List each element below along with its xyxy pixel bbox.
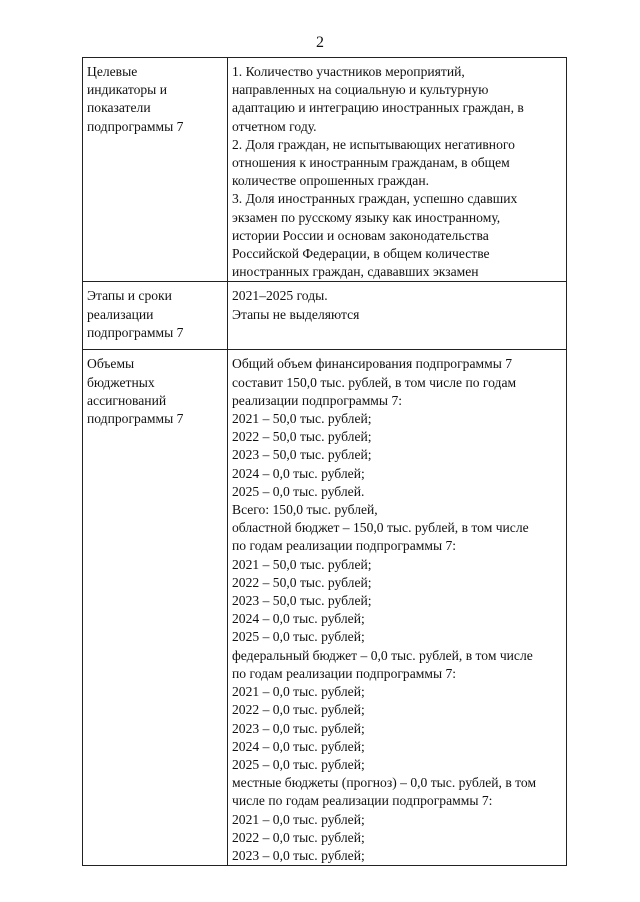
row-label-stages [83, 282, 228, 350]
row-content-stages [228, 282, 567, 350]
content-line: местные бюджеты (прогноз) – 0,0 тыс. рублей, в том [232, 775, 537, 791]
label-line: реализации [87, 306, 154, 322]
content-line: отношения к иностранным гражданам, в общем [232, 155, 510, 171]
content-line: 2021 – 50,0 тыс. рублей; [232, 556, 372, 572]
label-line: бюджетных [87, 374, 155, 390]
content-line: 2022 – 0,0 тыс. рублей; [232, 829, 365, 845]
content-line: 2022 – 0,0 тыс. рублей; [232, 702, 365, 718]
content-line: 2025 – 0,0 тыс. рублей; [232, 629, 365, 645]
content-line: составит 150,0 тыс. рублей, в том числе по годам [232, 374, 517, 390]
content-line: экзамен по русскому языку как иностранному, [232, 209, 501, 225]
content-line: 2024 – 0,0 тыс. рублей; [232, 465, 365, 481]
label-line: показатели [87, 100, 151, 116]
content-line: 2021 – 0,0 тыс. рублей; [232, 811, 365, 827]
content-line: Этапы не выделяются [232, 306, 360, 322]
content-line: отчетном году. [232, 118, 317, 134]
content-line: по годам реализации подпрограммы 7: [232, 538, 457, 554]
content-line: 2024 – 0,0 тыс. рублей; [232, 611, 365, 627]
subprogram-passport-table [82, 57, 567, 866]
label-line: Объемы [87, 356, 135, 372]
content-line: 3. Доля иностранных граждан, успешно сдавших [232, 191, 518, 207]
content-line: 2021 – 0,0 тыс. рублей; [232, 684, 365, 700]
label-line: подпрограммы 7 [87, 324, 184, 340]
content-line: 2023 – 0,0 тыс. рублей; [232, 847, 365, 863]
page-number: 2 [316, 34, 324, 51]
content-line: адаптацию и интеграцию иностранных граждан, в [232, 100, 524, 116]
table-row-stages [83, 282, 567, 350]
label-line: Целевые [87, 64, 138, 79]
content-line: числе по годам реализации подпрограммы 7: [232, 793, 493, 809]
row-label-indicators [83, 58, 228, 282]
content-line: 2025 – 0,0 тыс. рублей. [232, 483, 365, 499]
content-line: областной бюджет – 150,0 тыс. рублей, в том числе [232, 520, 529, 536]
content-line: иностранных граждан, сдававших экзамен [232, 264, 479, 280]
content-line: 2023 – 50,0 тыс. рублей; [232, 593, 372, 609]
row-label-funding [83, 350, 228, 866]
content-line: 2022 – 50,0 тыс. рублей; [232, 574, 372, 590]
content-line: реализации подпрограммы 7: [232, 392, 403, 408]
content-line: 2. Доля граждан, не испытывающих негативного [232, 136, 515, 152]
content-line: 2021 – 50,0 тыс. рублей; [232, 411, 372, 427]
content-line: направленных на социальную и культурную [232, 82, 489, 98]
content-line: количестве опрошенных граждан. [232, 173, 430, 189]
content-line: Общий объем финансирования подпрограммы 7 [232, 356, 513, 372]
table-row-indicators [83, 58, 567, 282]
content-line: 2023 – 50,0 тыс. рублей; [232, 447, 372, 463]
content-line: 2025 – 0,0 тыс. рублей; [232, 756, 365, 772]
content-line: 2024 – 0,0 тыс. рублей; [232, 738, 365, 754]
content-line: 2021–2025 годы. [232, 288, 328, 304]
label-line: Этапы и сроки [87, 288, 172, 304]
label-line: индикаторы и [87, 82, 167, 98]
content-line: 2022 – 50,0 тыс. рублей; [232, 429, 372, 445]
label-line: подпрограммы 7 [87, 118, 184, 134]
content-line: 2023 – 0,0 тыс. рублей; [232, 720, 365, 736]
table-row-funding [83, 350, 567, 866]
content-line: 1. Количество участников мероприятий, [232, 64, 465, 79]
content-line: по годам реализации подпрограммы 7: [232, 665, 457, 681]
content-line: Всего: 150,0 тыс. рублей, [232, 502, 378, 518]
label-line: ассигнований [87, 392, 167, 408]
row-content-funding [228, 350, 567, 866]
label-line: подпрограммы 7 [87, 411, 184, 427]
content-line: Российской Федерации, в общем количестве [232, 246, 490, 262]
row-content-indicators [228, 58, 567, 282]
content-line: истории России и основам законодательства [232, 227, 489, 243]
content-line: федеральный бюджет – 0,0 тыс. рублей, в том числе [232, 647, 533, 663]
